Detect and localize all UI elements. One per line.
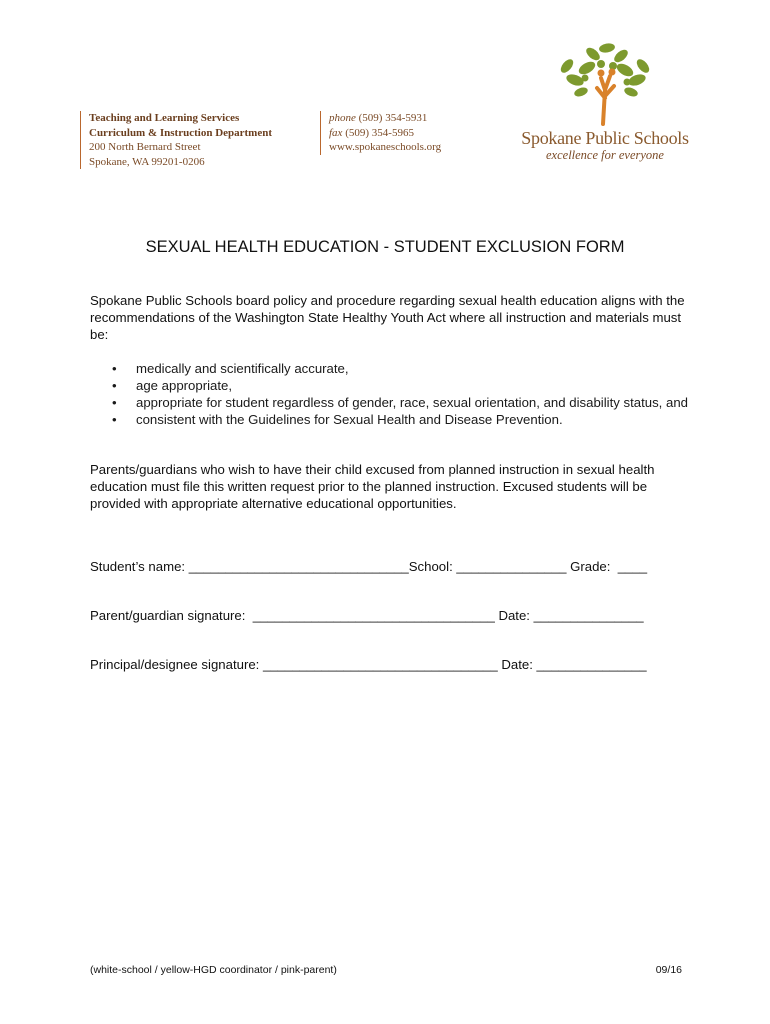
form-title: SEXUAL HEALTH EDUCATION - STUDENT EXCLUSION FORM [145, 238, 625, 256]
contact-block [320, 111, 441, 155]
distribution-note: (white-school / yellow-HGD coordinator / pink-parent) [90, 964, 337, 976]
fax-line [329, 126, 441, 141]
tree-people-icon [515, 38, 695, 128]
department-address-block [80, 111, 272, 169]
department-line-1: Teaching and Learning Services [89, 112, 240, 124]
principal-signature-line[interactable]: Principal/designee signature: ________________________________ Date: _______________ [90, 657, 647, 672]
department-line-2: Curriculum & Instruction Department [89, 126, 273, 139]
phone-line [329, 111, 441, 126]
website-link[interactable]: www.spokaneschools.org [329, 141, 442, 153]
address-line-2: Spokane, WA 99201-0206 [89, 155, 205, 168]
parent-signature-line[interactable]: Parent/guardian signature: _________________________________ Date: _______________ [90, 608, 644, 623]
requirements-list [90, 360, 700, 428]
list-item: • age appropriate, [90, 377, 700, 394]
phone-label: phone [329, 112, 356, 124]
logo-tagline: excellence for everyone [546, 148, 664, 162]
address-line-1: 200 North Bernard Street [89, 141, 201, 153]
list-item: • appropriate for student regardless of gender, race, sexual orientation, and disability status, and [90, 394, 700, 411]
exclusion-paragraph: Parents/guardians who wish to have their child excused from planned instruction in sexual health education must file this written request prior to the planned instruction. Excused students will be provided with appropriate alternative educational opportunities. [90, 462, 655, 511]
fax-label: fax [329, 126, 343, 139]
list-item: • medically and scientifically accurate, [90, 360, 700, 377]
revision-date: 09/16 [655, 964, 682, 976]
phone-value: (509) 354-5931 [358, 112, 428, 124]
student-info-line[interactable]: Student’s name: ______________________________School: _______________ Grade: ____ [90, 559, 648, 574]
list-item: • consistent with the Guidelines for Sexual Health and Disease Prevention. [90, 411, 700, 428]
intro-paragraph: Spokane Public Schools board policy and procedure regarding sexual health education aligns with the recommendations of the Washington State Healthy Youth Act where all instruction and materials must be: [90, 293, 685, 342]
school-district-logo [515, 38, 695, 168]
fax-value: (509) 354-5965 [345, 126, 414, 139]
logo-name: Spokane Public Schools [521, 128, 689, 148]
